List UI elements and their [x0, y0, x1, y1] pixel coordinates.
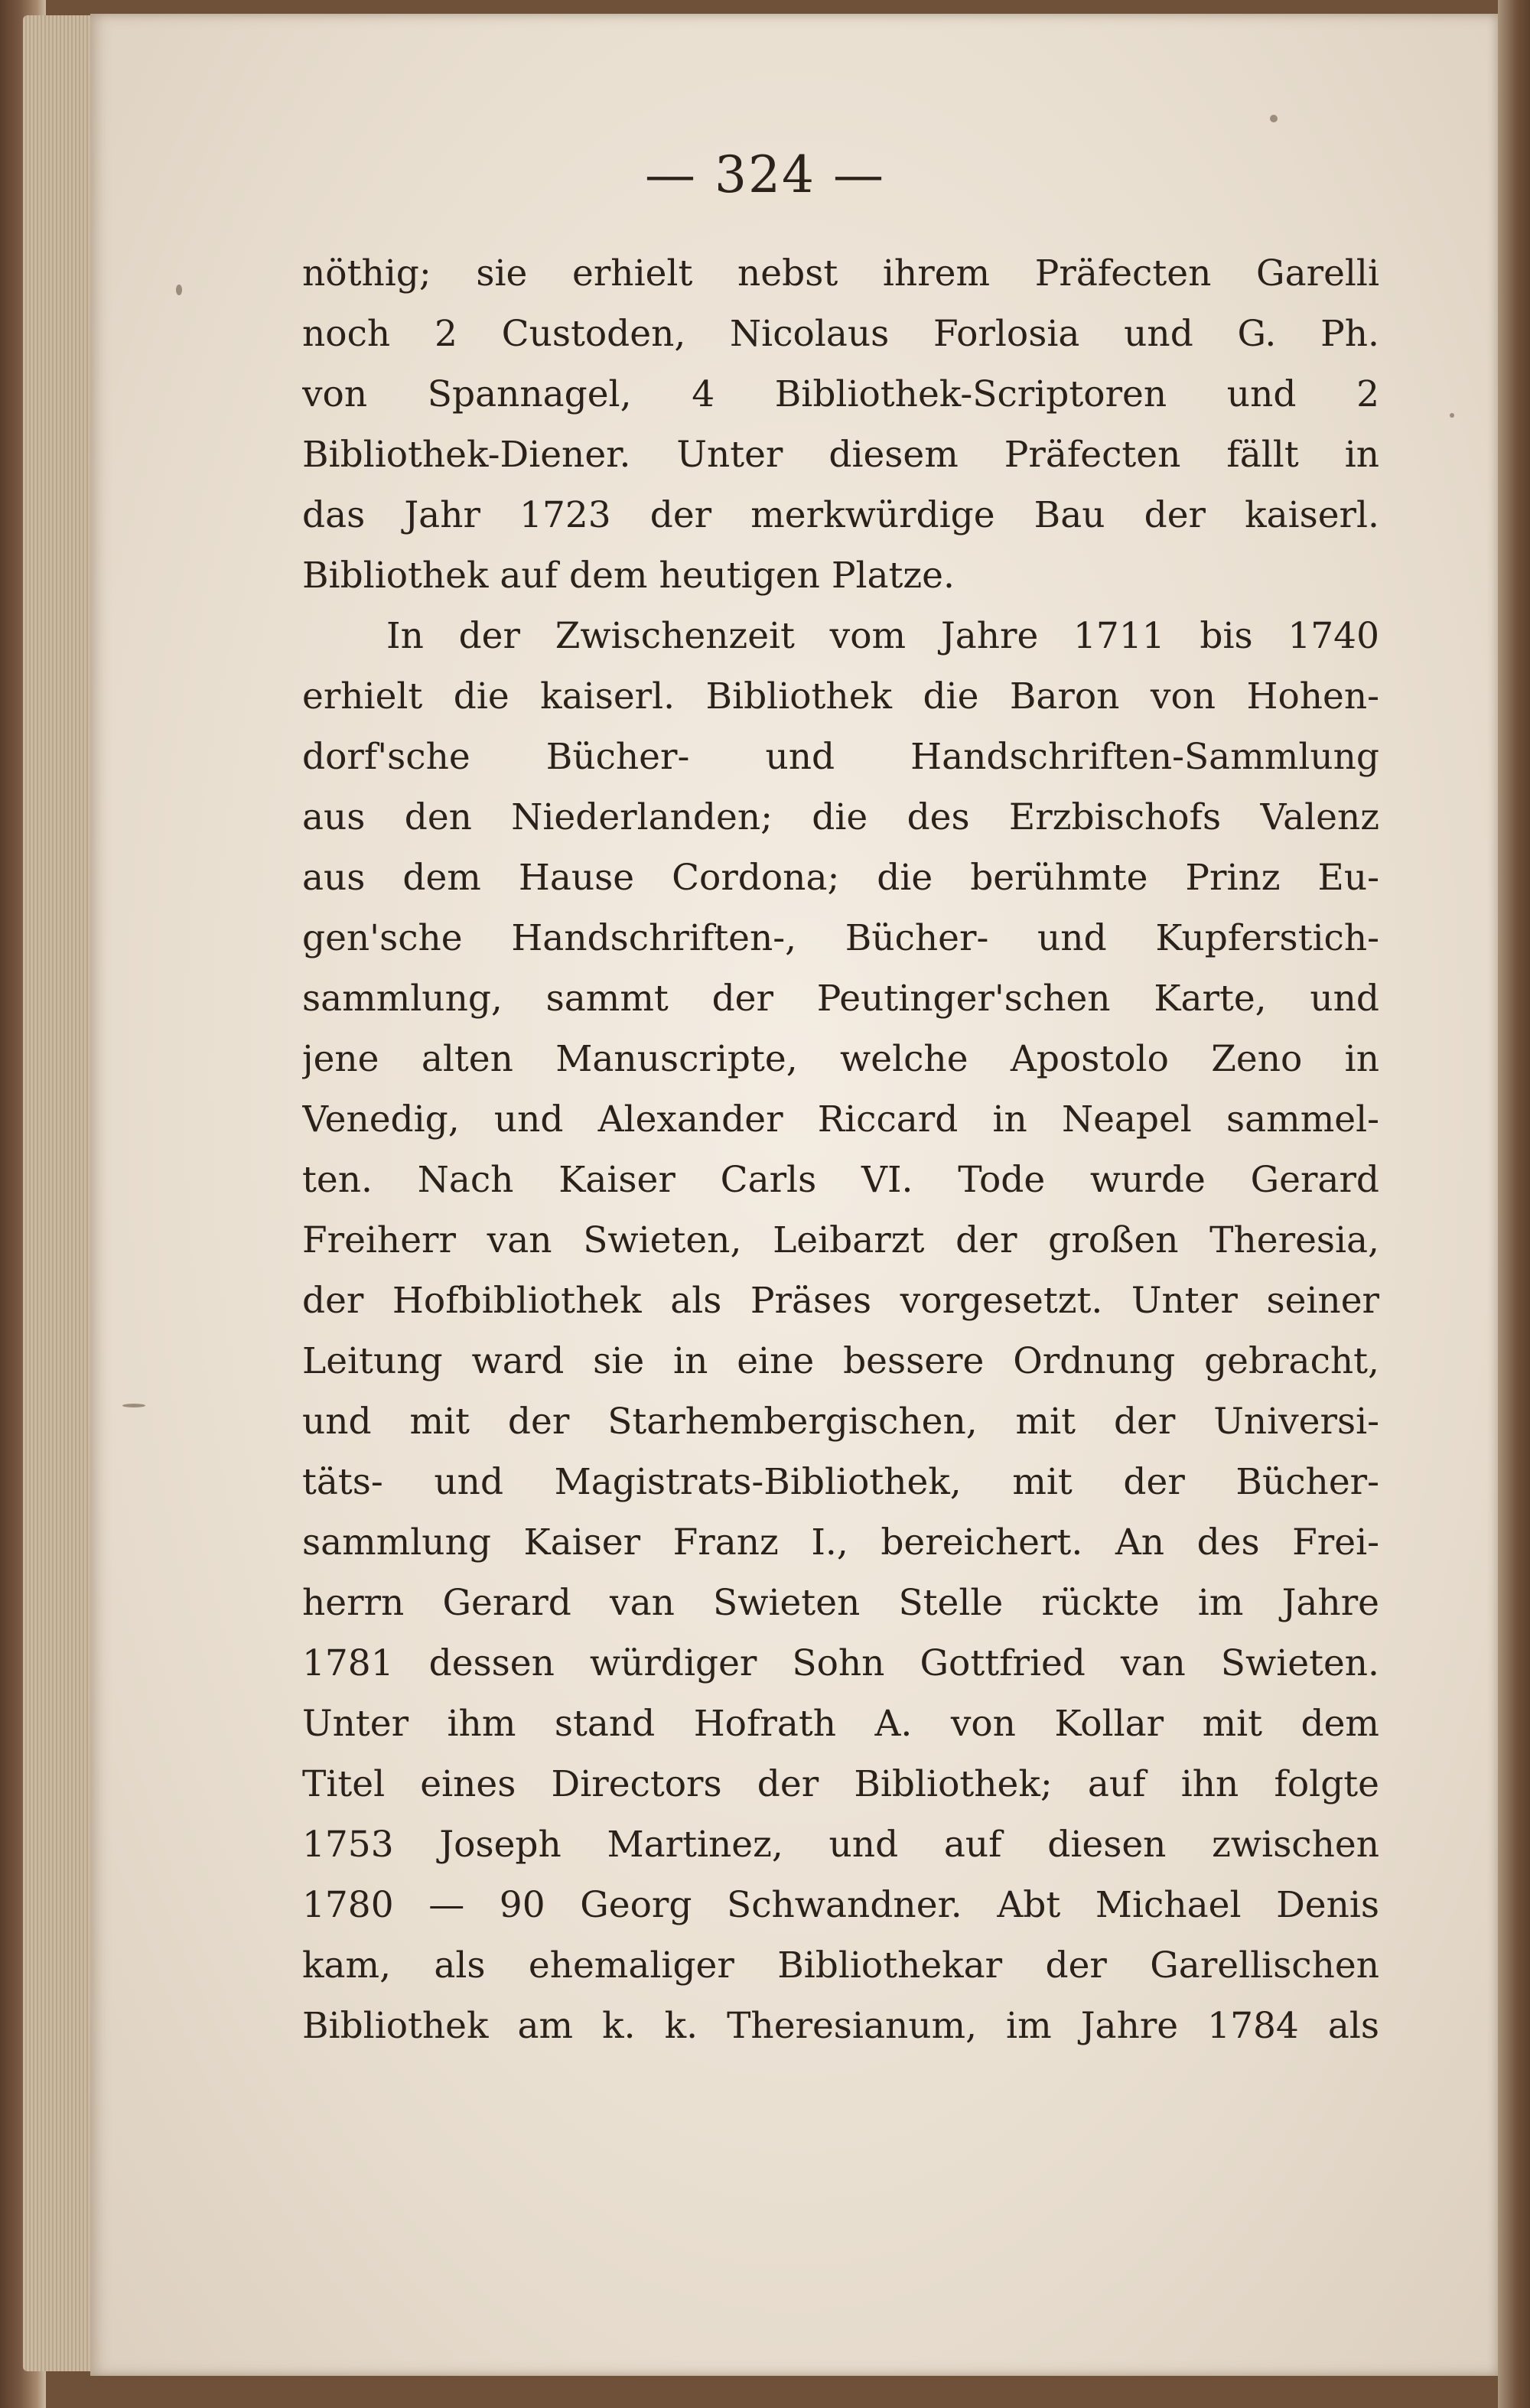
text-line: Unter ihm stand Hofrath A. von Kollar mit dem: [302, 1703, 1379, 1745]
ink-speck: [1450, 413, 1454, 418]
text-line: noch 2 Custoden, Nicolaus Forlosia und G. Ph.: [302, 313, 1379, 355]
text-line: herrn Gerard van Swieten Stelle rückte im Jahre: [302, 1582, 1379, 1624]
text-line: Venedig, und Alexander Riccard in Neapel sammel-: [302, 1098, 1379, 1141]
text-line: das Jahr 1723 der merkwürdige Bau der kaiserl.: [302, 494, 1379, 536]
right-page-edge: [1498, 0, 1530, 2408]
text-line: Freiherr van Swieten, Leibarzt der großen Theresia,: [302, 1219, 1379, 1261]
text-line: Bibliothek am k. k. Theresianum, im Jahre 1784 als: [302, 2005, 1379, 2047]
text-line: nöthig; sie erhielt nebst ihrem Präfecten Garelli: [302, 252, 1379, 294]
text-line: Bibliothek-Diener. Unter diesem Präfecten fällt in: [302, 434, 1379, 476]
ink-speck: [176, 285, 182, 295]
body-text: [302, 243, 1379, 2056]
text-line: täts- und Magistrats-Bibliothek, mit der Bücher-: [302, 1461, 1379, 1503]
text-line: Bibliothek auf dem heutigen Platze.: [302, 555, 955, 597]
text-line: kam, als ehemaliger Bibliothekar der Garellischen: [302, 1944, 1379, 1987]
text-line: der Hofbibliothek als Präses vorgesetzt. Unter seiner: [302, 1280, 1379, 1322]
ink-speck: [1270, 115, 1278, 122]
text-line: In der Zwischenzeit vom Jahre 1711 bis 1740: [386, 615, 1379, 657]
text-line: 1753 Joseph Martinez, und auf diesen zwischen: [302, 1824, 1379, 1866]
text-line: gen'sche Handschriften-, Bücher- und Kupferstich-: [302, 917, 1379, 959]
text-line: aus dem Hause Cordona; die berühmte Prinz Eu-: [302, 857, 1379, 899]
page-edge-stack: [23, 15, 99, 2371]
text-line: sammlung Kaiser Franz I., bereichert. An des Frei-: [302, 1521, 1379, 1564]
text-line: 1781 dessen würdiger Sohn Gottfried van Swieten.: [302, 1642, 1379, 1684]
text-line: dorf'sche Bücher- und Handschriften-Sammlung: [302, 736, 1379, 778]
text-line: ten. Nach Kaiser Carls VI. Tode wurde Gerard: [302, 1159, 1379, 1201]
ink-speck: [122, 1404, 145, 1407]
text-line: sammlung, sammt der Peutinger'schen Karte, und: [302, 978, 1379, 1020]
text-line: Leitung ward sie in eine bessere Ordnung gebracht,: [302, 1340, 1379, 1382]
text-line: erhielt die kaiserl. Bibliothek die Baron von Hohen-: [302, 675, 1379, 718]
text-line: von Spannagel, 4 Bibliothek-Scriptoren und 2: [302, 373, 1379, 415]
text-line: jene alten Manuscripte, welche Apostolo Zeno in: [302, 1038, 1379, 1080]
text-line: und mit der Starhembergischen, mit der Universi-: [302, 1401, 1379, 1443]
text-line: aus den Niederlanden; die des Erzbischofs Valenz: [302, 796, 1379, 838]
text-line: 1780 — 90 Georg Schwandner. Abt Michael Denis: [302, 1884, 1379, 1926]
text-line: Titel eines Directors der Bibliothek; auf ihn folgte: [302, 1763, 1379, 1805]
page-number: — 324 —: [645, 145, 885, 204]
